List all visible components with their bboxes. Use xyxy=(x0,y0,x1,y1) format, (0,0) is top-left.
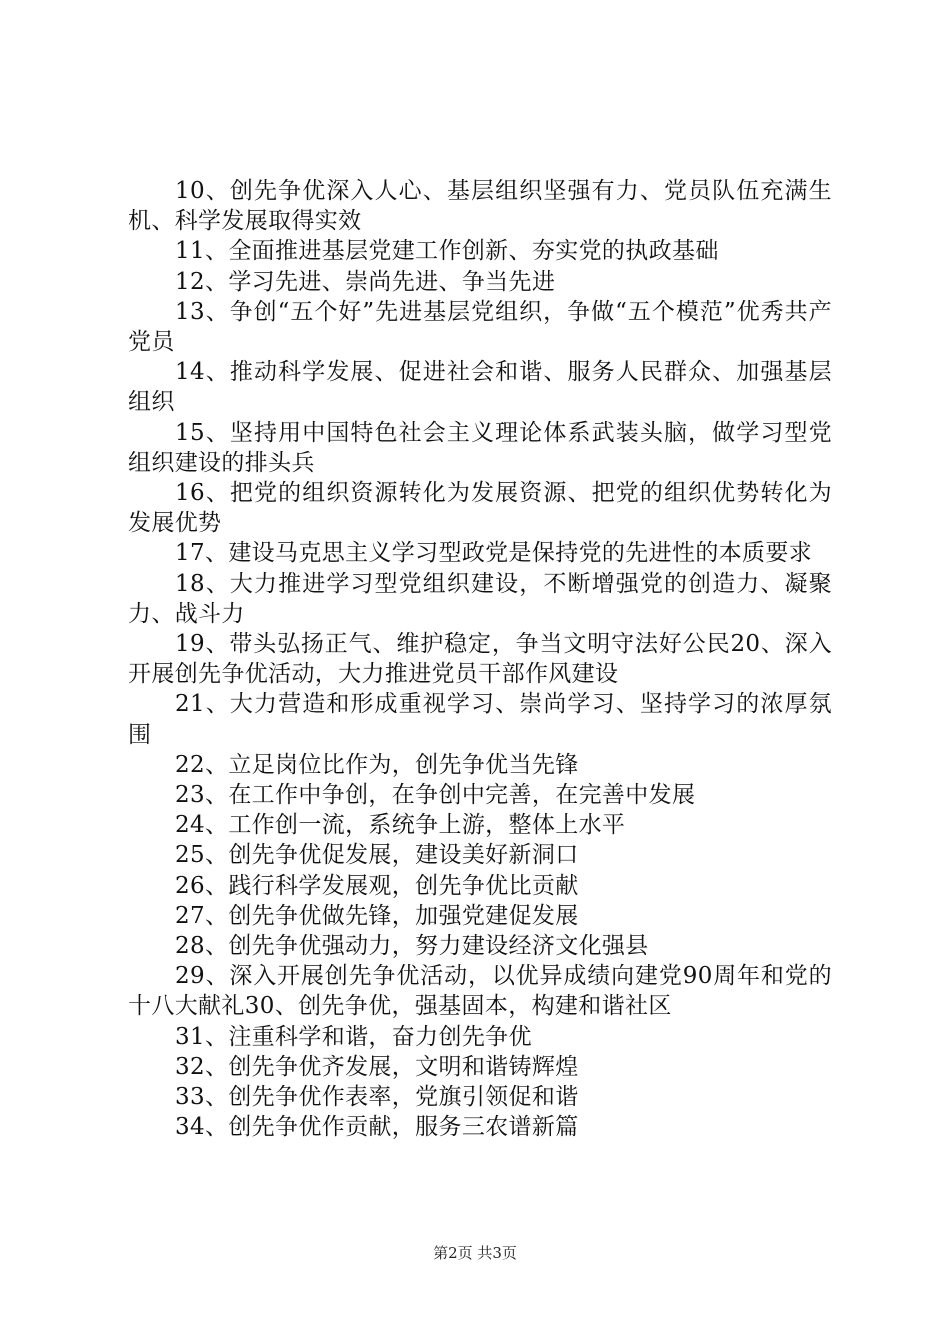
slogan-item: 28、创先争优强动力，努力建设经济文化强县 xyxy=(175,933,649,960)
slogan-list xyxy=(128,176,832,1143)
slogan-item: 10、创先争优深入人心、基层组织坚强有力、党员队伍充满生机、科学发展取得实效 xyxy=(128,178,832,235)
slogan-item: 27、创先争优做先锋，加强党建促发展 xyxy=(175,902,579,929)
slogan-item: 23、在工作中争创，在争创中完善，在完善中发展 xyxy=(175,782,696,809)
slogan-item: 14、推动科学发展、促进社会和谐、服务人民群众、加强基层组织 xyxy=(128,359,832,416)
slogan-item: 29、深入开展创先争优活动，以优异成绩向建党90周年和党的十八大献礼30、创先争优，强基固本，构建和谐社区 xyxy=(128,963,832,1020)
slogan-item: 31、注重科学和谐，奋力创先争优 xyxy=(175,1023,532,1050)
slogan-item: 33、创先争优作表率，党旗引领促和谐 xyxy=(175,1084,579,1111)
slogan-item: 15、坚持用中国特色社会主义理论体系武装头脑，做学习型党组织建设的排头兵 xyxy=(128,419,832,476)
slogan-item: 21、大力营造和形成重视学习、崇尚学习、坚持学习的浓厚氛围 xyxy=(128,691,832,748)
slogan-item: 19、带头弘扬正气、维护稳定，争当文明守法好公民20、深入开展创先争优活动，大力推进党员干部作风建设 xyxy=(128,631,832,688)
slogan-item: 22、立足岗位比作为，创先争优当先锋 xyxy=(175,751,579,778)
slogan-item: 16、把党的组织资源转化为发展资源、把党的组织优势转化为发展优势 xyxy=(128,480,832,537)
slogan-item: 32、创先争优齐发展，文明和谐铸辉煌 xyxy=(175,1053,579,1080)
page-footer xyxy=(0,1243,950,1263)
slogan-item: 18、大力推进学习型党组织建设，不断增强党的创造力、凝聚力、战斗力 xyxy=(128,570,832,627)
slogan-item: 12、学习先进、崇尚先进、争当先进 xyxy=(175,268,556,295)
slogan-item: 17、建设马克思主义学习型政党是保持党的先进性的本质要求 xyxy=(175,540,813,567)
slogan-item: 34、创先争优作贡献，服务三农谱新篇 xyxy=(175,1114,579,1141)
slogan-item: 26、践行科学发展观，创先争优比贡献 xyxy=(175,872,579,899)
slogan-item: 25、创先争优促发展，建设美好新洞口 xyxy=(175,842,579,869)
page-indicator: 第2页 共3页 xyxy=(433,1244,517,1262)
slogan-item: 13、争创“五个好”先进基层党组织，争做“五个模范”优秀共产党员 xyxy=(128,298,832,356)
slogan-item: 11、全面推进基层党建工作创新、夯实党的执政基础 xyxy=(175,238,719,265)
slogan-item: 24、工作创一流，系统争上游，整体上水平 xyxy=(175,812,626,839)
